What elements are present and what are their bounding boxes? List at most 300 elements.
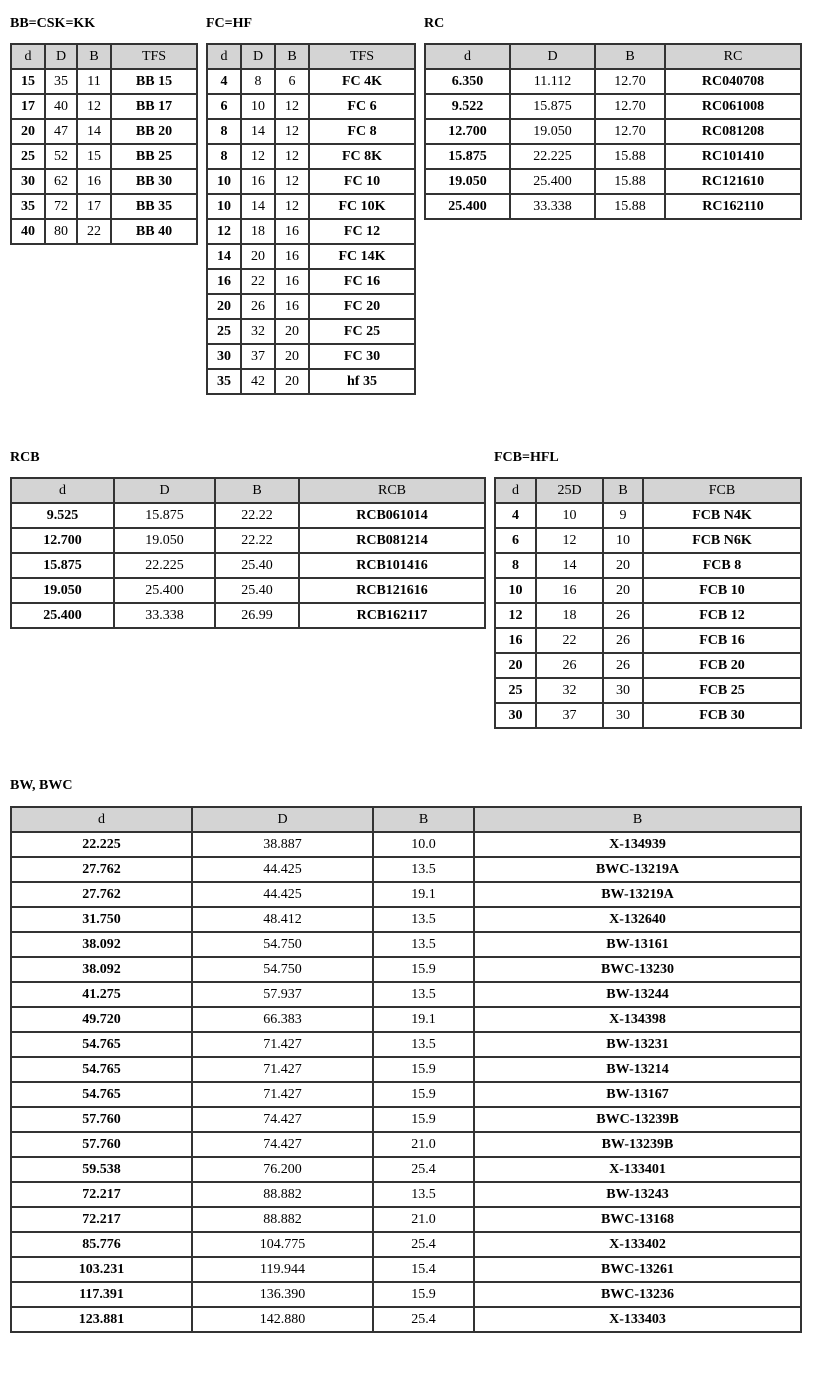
rcb-cell: RCB162117	[299, 603, 485, 628]
bb-cell: 62	[45, 169, 77, 194]
fc-cell: 6	[207, 94, 241, 119]
fc-table-row	[207, 69, 415, 94]
fcb-cell: FCB 25	[643, 678, 801, 703]
fc-cell: 20	[275, 344, 309, 369]
bw-cell: 54.765	[11, 1032, 192, 1057]
fc-cell: 20	[275, 319, 309, 344]
fc-cell: FC 8K	[309, 144, 415, 169]
bw-table-row	[11, 1107, 801, 1132]
fc-cell: 16	[241, 169, 275, 194]
rc-cell: RC162110	[665, 194, 801, 219]
fc-col-header: B	[275, 44, 309, 69]
bw-cell: 13.5	[373, 932, 474, 957]
bw-cell: BW-13161	[474, 932, 801, 957]
rc-cell: 15.875	[425, 144, 510, 169]
fc-cell: 16	[275, 244, 309, 269]
fc-table-row	[207, 144, 415, 169]
rcb-col-header: D	[114, 478, 215, 503]
fc-cell: hf 35	[309, 369, 415, 394]
bb-cell: BB 30	[111, 169, 197, 194]
bw-cell: 57.937	[192, 982, 373, 1007]
bb-section-title: BB=CSK=KK	[10, 16, 96, 31]
fc-cell: 12	[241, 144, 275, 169]
fcb-cell: 6	[495, 528, 536, 553]
bb-cell: BB 40	[111, 219, 197, 244]
fc-cell: FC 6	[309, 94, 415, 119]
fc-cell: 16	[275, 269, 309, 294]
rc-table	[424, 43, 802, 220]
fc-cell: 16	[275, 294, 309, 319]
fc-table-row	[207, 94, 415, 119]
bw-cell: 123.881	[11, 1307, 192, 1332]
bw-cell: 117.391	[11, 1282, 192, 1307]
bw-table-row	[11, 932, 801, 957]
bb-cell: 40	[11, 219, 45, 244]
bw-cell: 72.217	[11, 1182, 192, 1207]
rc-cell: RC040708	[665, 69, 801, 94]
rcb-cell: 25.40	[215, 553, 299, 578]
bw-cell: 71.427	[192, 1032, 373, 1057]
bb-cell: 15	[77, 144, 111, 169]
rcb-cell: 25.400	[11, 603, 114, 628]
bw-cell: 54.750	[192, 957, 373, 982]
fc-cell: 30	[207, 344, 241, 369]
fcb-col-header: B	[603, 478, 643, 503]
bw-cell: 57.760	[11, 1132, 192, 1157]
rcb-header-row	[11, 478, 485, 503]
bw-cell: 15.9	[373, 957, 474, 982]
fcb-cell: 22	[536, 628, 603, 653]
rc-cell: 15.88	[595, 194, 665, 219]
bw-cell: 25.4	[373, 1157, 474, 1182]
bw-table-row	[11, 907, 801, 932]
rc-cell: 25.400	[510, 169, 595, 194]
rcb-table-row	[11, 553, 485, 578]
bb-col-header: B	[77, 44, 111, 69]
bw-cell: BW-13219A	[474, 882, 801, 907]
bw-cell: 15.9	[373, 1282, 474, 1307]
fcb-cell: 14	[536, 553, 603, 578]
fc-col-header: TFS	[309, 44, 415, 69]
fcb-table-row	[495, 528, 801, 553]
fc-cell: 10	[207, 169, 241, 194]
bw-cell: 74.427	[192, 1107, 373, 1132]
rcb-cell: RCB061014	[299, 503, 485, 528]
fcb-cell: 37	[536, 703, 603, 728]
rc-table-row	[425, 69, 801, 94]
bw-table	[10, 806, 802, 1333]
bw-cell: BWC-13261	[474, 1257, 801, 1282]
rc-cell: RC081208	[665, 119, 801, 144]
rc-cell: 19.050	[425, 169, 510, 194]
bb-cell: 17	[77, 194, 111, 219]
fcb-cell: 30	[603, 703, 643, 728]
fcb-cell: FCB 20	[643, 653, 801, 678]
rc-cell: RC061008	[665, 94, 801, 119]
bb-table-row	[11, 144, 197, 169]
bw-table-row	[11, 1307, 801, 1332]
fc-table-row	[207, 344, 415, 369]
rcb-col-header: d	[11, 478, 114, 503]
bw-cell: 54.765	[11, 1057, 192, 1082]
bw-cell: 25.4	[373, 1307, 474, 1332]
fc-cell: 10	[241, 94, 275, 119]
bw-cell: 15.9	[373, 1057, 474, 1082]
bw-cell: 38.092	[11, 957, 192, 982]
rc-cell: 33.338	[510, 194, 595, 219]
bw-cell: 15.9	[373, 1107, 474, 1132]
bw-cell: BWC-13239B	[474, 1107, 801, 1132]
fc-cell: 12	[275, 194, 309, 219]
fcb-cell: 20	[603, 553, 643, 578]
fcb-cell: 4	[495, 503, 536, 528]
bw-table-row	[11, 1157, 801, 1182]
bw-cell: 88.882	[192, 1207, 373, 1232]
fc-cell: 12	[207, 219, 241, 244]
fc-header-row	[207, 44, 415, 69]
fc-cell: 14	[241, 194, 275, 219]
fcb-table-row	[495, 578, 801, 603]
bw-col-header: B	[474, 807, 801, 832]
bw-cell: 104.775	[192, 1232, 373, 1257]
fcb-cell: 8	[495, 553, 536, 578]
rc-cell: 6.350	[425, 69, 510, 94]
rcb-cell: 19.050	[11, 578, 114, 603]
rc-table-row	[425, 144, 801, 169]
bb-cell: 17	[11, 94, 45, 119]
rc-cell: 12.70	[595, 69, 665, 94]
bw-cell: 57.760	[11, 1107, 192, 1132]
bw-cell: 15.9	[373, 1082, 474, 1107]
bw-cell: 15.4	[373, 1257, 474, 1282]
rc-cell: 22.225	[510, 144, 595, 169]
bw-cell: BWC-13236	[474, 1282, 801, 1307]
rcb-table	[10, 477, 486, 629]
bw-cell: 48.412	[192, 907, 373, 932]
fcb-cell: FCB 30	[643, 703, 801, 728]
bb-table	[10, 43, 198, 245]
fc-cell: 25	[207, 319, 241, 344]
fcb-table-row	[495, 553, 801, 578]
fc-col-header: d	[207, 44, 241, 69]
rc-header-row	[425, 44, 801, 69]
bw-cell: BWC-13219A	[474, 857, 801, 882]
fc-col-header: D	[241, 44, 275, 69]
rc-cell: RC121610	[665, 169, 801, 194]
bw-cell: 44.425	[192, 882, 373, 907]
bb-cell: 47	[45, 119, 77, 144]
bw-cell: X-133401	[474, 1157, 801, 1182]
bb-table-row	[11, 69, 197, 94]
rc-cell: 15.88	[595, 169, 665, 194]
rcb-table-row	[11, 603, 485, 628]
fc-cell: FC 4K	[309, 69, 415, 94]
fc-cell: FC 25	[309, 319, 415, 344]
rcb-cell: 22.225	[114, 553, 215, 578]
fc-cell: 6	[275, 69, 309, 94]
rcb-cell: 12.700	[11, 528, 114, 553]
rc-table-row	[425, 94, 801, 119]
bw-cell: 19.1	[373, 1007, 474, 1032]
bw-cell: BW-13214	[474, 1057, 801, 1082]
fcb-cell: 12	[495, 603, 536, 628]
fcb-table-row	[495, 678, 801, 703]
fcb-cell: FCB 12	[643, 603, 801, 628]
bw-cell: 21.0	[373, 1132, 474, 1157]
bw-table-row	[11, 1032, 801, 1057]
rcb-cell: RCB101416	[299, 553, 485, 578]
bw-table-row	[11, 982, 801, 1007]
bw-cell: X-133402	[474, 1232, 801, 1257]
bw-table-row	[11, 957, 801, 982]
bw-cell: 88.882	[192, 1182, 373, 1207]
rcb-cell: 26.99	[215, 603, 299, 628]
bw-cell: 27.762	[11, 882, 192, 907]
fc-cell: 20	[241, 244, 275, 269]
fc-cell: 4	[207, 69, 241, 94]
rcb-cell: 33.338	[114, 603, 215, 628]
fc-cell: 37	[241, 344, 275, 369]
bw-table-row	[11, 1232, 801, 1257]
bw-cell: 31.750	[11, 907, 192, 932]
fc-cell: 12	[275, 169, 309, 194]
bb-table-row	[11, 219, 197, 244]
bb-cell: 11	[77, 69, 111, 94]
fc-cell: FC 12	[309, 219, 415, 244]
bb-cell: 52	[45, 144, 77, 169]
bb-cell: 72	[45, 194, 77, 219]
bw-table-row	[11, 857, 801, 882]
bw-cell: 13.5	[373, 982, 474, 1007]
bw-header-row	[11, 807, 801, 832]
bb-cell: 16	[77, 169, 111, 194]
bw-cell: BW-13239B	[474, 1132, 801, 1157]
bw-cell: 59.538	[11, 1157, 192, 1182]
bw-cell: BW-13231	[474, 1032, 801, 1057]
bw-cell: BW-13243	[474, 1182, 801, 1207]
rcb-col-header: B	[215, 478, 299, 503]
bw-cell: 66.383	[192, 1007, 373, 1032]
fcb-table	[494, 477, 802, 729]
bb-cell: 22	[77, 219, 111, 244]
fc-cell: FC 10K	[309, 194, 415, 219]
rcb-section-title: RCB	[10, 450, 40, 465]
fc-cell: 8	[241, 69, 275, 94]
fcb-col-header: d	[495, 478, 536, 503]
fc-cell: 20	[207, 294, 241, 319]
bw-col-header: d	[11, 807, 192, 832]
bw-cell: 72.217	[11, 1207, 192, 1232]
fc-cell: FC 30	[309, 344, 415, 369]
bw-cell: 38.092	[11, 932, 192, 957]
fcb-cell: 26	[536, 653, 603, 678]
fcb-cell: 12	[536, 528, 603, 553]
rc-table-row	[425, 194, 801, 219]
bb-cell: BB 35	[111, 194, 197, 219]
fc-cell: 42	[241, 369, 275, 394]
fcb-cell: 16	[495, 628, 536, 653]
fcb-cell: 30	[495, 703, 536, 728]
bw-table-row	[11, 832, 801, 857]
bb-col-header: TFS	[111, 44, 197, 69]
bb-cell: BB 15	[111, 69, 197, 94]
fc-cell: 22	[241, 269, 275, 294]
bw-cell: 25.4	[373, 1232, 474, 1257]
bw-section-title: BW, BWC	[10, 778, 73, 793]
fcb-cell: 20	[495, 653, 536, 678]
fcb-cell: 26	[603, 603, 643, 628]
rcb-cell: 25.40	[215, 578, 299, 603]
rcb-table-row	[11, 578, 485, 603]
fc-cell: 16	[275, 219, 309, 244]
rc-cell: 25.400	[425, 194, 510, 219]
bb-cell: 15	[11, 69, 45, 94]
rc-col-header: d	[425, 44, 510, 69]
fc-cell: 12	[275, 119, 309, 144]
bb-cell: BB 25	[111, 144, 197, 169]
bb-cell: 80	[45, 219, 77, 244]
bw-cell: 13.5	[373, 857, 474, 882]
rc-cell: 12.70	[595, 119, 665, 144]
fcb-table-row	[495, 703, 801, 728]
fcb-cell: 25	[495, 678, 536, 703]
rcb-cell: RCB081214	[299, 528, 485, 553]
fc-cell: 14	[241, 119, 275, 144]
rc-table-row	[425, 119, 801, 144]
fc-cell: 12	[275, 144, 309, 169]
bb-cell: 35	[45, 69, 77, 94]
fc-cell: FC 8	[309, 119, 415, 144]
bb-table-row	[11, 169, 197, 194]
fc-cell: FC 20	[309, 294, 415, 319]
bw-table-row	[11, 1082, 801, 1107]
rc-col-header: B	[595, 44, 665, 69]
rcb-col-header: RCB	[299, 478, 485, 503]
rc-cell: 19.050	[510, 119, 595, 144]
bb-cell: 25	[11, 144, 45, 169]
fcb-cell: FCB 16	[643, 628, 801, 653]
bw-cell: 38.887	[192, 832, 373, 857]
fc-table-row	[207, 294, 415, 319]
fcb-cell: 9	[603, 503, 643, 528]
bb-cell: BB 17	[111, 94, 197, 119]
fc-table-row	[207, 269, 415, 294]
bw-cell: 41.275	[11, 982, 192, 1007]
fc-cell: 16	[207, 269, 241, 294]
bw-table-row	[11, 1132, 801, 1157]
fcb-cell: 16	[536, 578, 603, 603]
fc-cell: 32	[241, 319, 275, 344]
bw-cell: 13.5	[373, 1032, 474, 1057]
fc-table-row	[207, 194, 415, 219]
rcb-cell: 19.050	[114, 528, 215, 553]
fcb-cell: 26	[603, 628, 643, 653]
bw-cell: 19.1	[373, 882, 474, 907]
rcb-cell: 15.875	[114, 503, 215, 528]
fc-cell: 10	[207, 194, 241, 219]
bw-table-row	[11, 1257, 801, 1282]
fcb-cell: 18	[536, 603, 603, 628]
bw-cell: X-134398	[474, 1007, 801, 1032]
bw-cell: 71.427	[192, 1082, 373, 1107]
bb-cell: 30	[11, 169, 45, 194]
fcb-col-header: 25D	[536, 478, 603, 503]
fc-table	[206, 43, 416, 395]
bb-cell: 20	[11, 119, 45, 144]
fc-table-row	[207, 169, 415, 194]
rc-col-header: RC	[665, 44, 801, 69]
bw-cell: 119.944	[192, 1257, 373, 1282]
bb-cell: BB 20	[111, 119, 197, 144]
fcb-cell: 30	[603, 678, 643, 703]
rc-cell: 9.522	[425, 94, 510, 119]
fc-cell: 8	[207, 119, 241, 144]
rcb-cell: 15.875	[11, 553, 114, 578]
bw-cell: 13.5	[373, 1182, 474, 1207]
bb-table-row	[11, 119, 197, 144]
fc-cell: FC 10	[309, 169, 415, 194]
rc-cell: 11.112	[510, 69, 595, 94]
bb-cell: 14	[77, 119, 111, 144]
fcb-cell: FCB 8	[643, 553, 801, 578]
bw-cell: 44.425	[192, 857, 373, 882]
rc-table-row	[425, 169, 801, 194]
fc-table-row	[207, 319, 415, 344]
rc-cell: RC101410	[665, 144, 801, 169]
bw-cell: 21.0	[373, 1207, 474, 1232]
bw-cell: 71.427	[192, 1057, 373, 1082]
bw-col-header: D	[192, 807, 373, 832]
rcb-cell: 9.525	[11, 503, 114, 528]
bw-cell: 142.880	[192, 1307, 373, 1332]
bw-table-row	[11, 1057, 801, 1082]
fcb-cell: 10	[495, 578, 536, 603]
bb-table-row	[11, 94, 197, 119]
rcb-cell: 22.22	[215, 503, 299, 528]
bb-cell: 40	[45, 94, 77, 119]
bb-col-header: D	[45, 44, 77, 69]
rc-cell: 15.875	[510, 94, 595, 119]
fc-cell: 12	[275, 94, 309, 119]
rcb-table-row	[11, 528, 485, 553]
bw-cell: BW-13167	[474, 1082, 801, 1107]
bw-cell: 27.762	[11, 857, 192, 882]
fc-table-row	[207, 119, 415, 144]
bw-cell: 22.225	[11, 832, 192, 857]
rc-cell: 12.70	[595, 94, 665, 119]
fcb-header-row	[495, 478, 801, 503]
bw-col-header: B	[373, 807, 474, 832]
fc-cell: 18	[241, 219, 275, 244]
rc-cell: 12.700	[425, 119, 510, 144]
bw-table-row	[11, 1182, 801, 1207]
bw-cell: X-132640	[474, 907, 801, 932]
bw-cell: 136.390	[192, 1282, 373, 1307]
bw-table-row	[11, 1282, 801, 1307]
fc-cell: FC 16	[309, 269, 415, 294]
fcb-col-header: FCB	[643, 478, 801, 503]
bw-table-row	[11, 1007, 801, 1032]
bw-table-row	[11, 1207, 801, 1232]
rcb-table-row	[11, 503, 485, 528]
fcb-table-row	[495, 603, 801, 628]
bw-cell: 103.231	[11, 1257, 192, 1282]
fc-cell: 20	[275, 369, 309, 394]
bb-header-row	[11, 44, 197, 69]
bb-cell: 12	[77, 94, 111, 119]
fcb-cell: 10	[603, 528, 643, 553]
fcb-table-row	[495, 628, 801, 653]
